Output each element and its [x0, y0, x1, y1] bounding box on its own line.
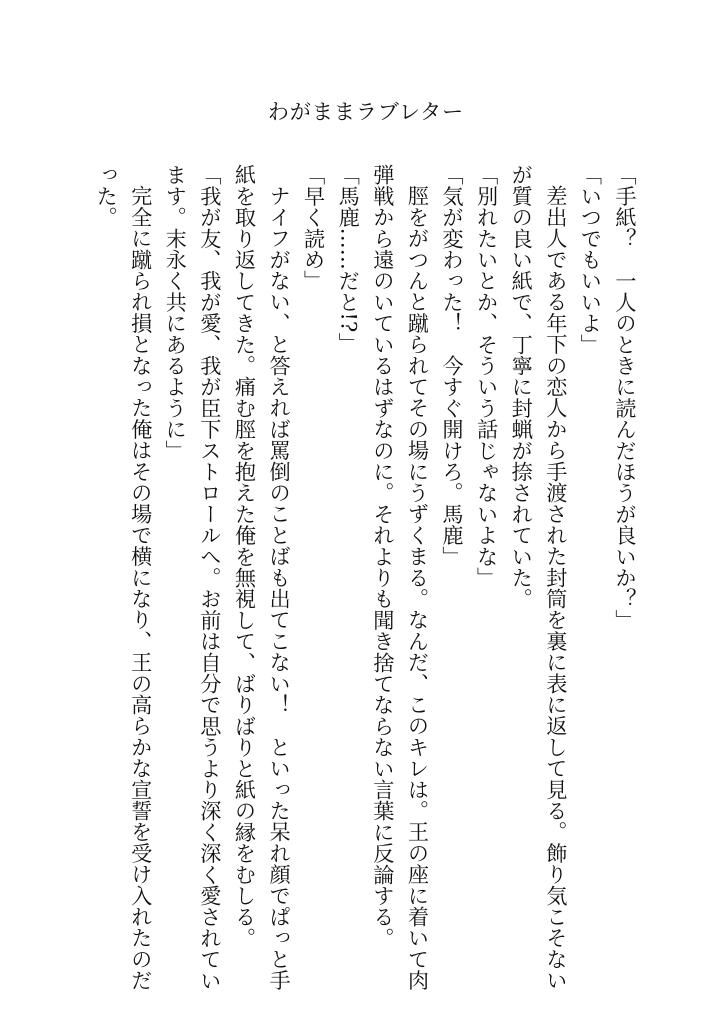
dialogue-line: 「我が友、我が愛、我が臣下ストロールへ。お前は自分で思うより深く深く愛されています。末永く共にあるように」 — [163, 164, 223, 991]
dialogue-line: 「早く読め」 — [301, 164, 327, 292]
dialogue-line: 「いつでもいいよ」 — [578, 164, 604, 355]
narration-paragraph: 脛をがつんと蹴られてその場にうずくまる。なんだ、このキレは。王の座に着いて肉弾戦から遠のいているはずなのに。それよりも聞き捨てならない言葉に反論する。 — [370, 164, 431, 991]
dialogue-line: 「別れたいとか、そういう話じゃないよな」 — [474, 164, 500, 588]
dialogue-line: 「気が変わった！ 今すぐ開けろ。馬鹿」 — [440, 164, 466, 567]
chapter-title: わがままラブレター — [267, 100, 465, 124]
vertical-text-body — [89, 164, 643, 994]
narration-paragraph: 完全に蹴られ損となった俺はその場で横になり、王の高らかな宣誓を受け入れたのだった。 — [94, 164, 154, 991]
narration-paragraph: 差出人である年下の恋人から手渡された封筒を裏に表に返して見る。飾り気こそないが質の良い紙で、丁寧に封蝋が捺されていた。 — [509, 164, 569, 991]
dialogue-line: 「馬鹿……だと!?」 — [336, 164, 362, 354]
dialogue-line: 「手紙？ 一人のときに読んだほうが良いか？」 — [613, 164, 638, 631]
narration-paragraph: ナイフがない、と答えれば罵倒のことばも出てこない！ といった呆れ顔でぱっと手紙を取り返してきた。痛む脛を抱えた俺を無視して、ばりばりと紙の縁をむしる。 — [232, 164, 293, 991]
